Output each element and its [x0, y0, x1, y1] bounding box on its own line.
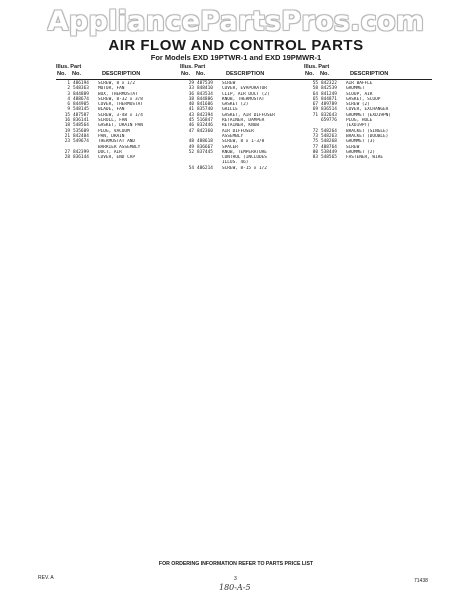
part-number: 659776: [321, 118, 337, 124]
part-number: 548363: [73, 86, 89, 92]
part-number: 538449: [321, 149, 337, 155]
ordering-note: FOR ORDERING INFORMATION REFER TO PARTS PRICE LIST: [158, 561, 314, 567]
part-description: RETAINER, DAMPER: [222, 118, 265, 124]
part-number: 844905: [73, 102, 89, 108]
part-number: 488618: [197, 139, 213, 145]
parts-rows: [304, 81, 432, 160]
part-description: GROMMET (2): [346, 149, 376, 155]
part-number: 487539: [197, 81, 213, 86]
header-illus-part: Illus. Part: [56, 64, 82, 70]
illus-number: 21: [64, 133, 70, 139]
illus-number: 55: [312, 81, 318, 86]
part-number: 548565: [321, 155, 337, 161]
part-description: COVER, END CAP: [98, 155, 136, 161]
illus-number: 47: [188, 128, 194, 134]
illus-number: 46: [188, 123, 194, 129]
part-number: 832446: [197, 123, 213, 129]
part-number: 548268: [321, 139, 337, 145]
illus-number: 16: [64, 118, 70, 124]
header-illus-no: No.: [57, 71, 67, 77]
illus-number: 69: [312, 107, 318, 113]
illus-number: 1: [67, 81, 70, 86]
part-number: 516847: [197, 118, 213, 124]
part-description: ILLUS. 46): [222, 160, 249, 166]
illus-number: 29: [188, 81, 194, 86]
part-description: COVER, EVAPORATOR: [222, 86, 267, 92]
part-description: SCROLL, FAN: [98, 118, 128, 124]
part-description: CONTROL (INCLUDES: [222, 155, 267, 161]
part-number: 548145: [73, 107, 89, 113]
parts-column-1: [56, 64, 180, 160]
part-number: 836144: [73, 155, 89, 161]
part-number: 836514: [321, 107, 337, 113]
part-description: ASSEMBLY: [222, 133, 244, 139]
part-description: SCREW, 3-48 x 1/4: [98, 112, 143, 118]
part-number: 832643: [321, 112, 337, 118]
part-description: COVER, THERMOSTAT: [98, 102, 143, 108]
part-description: SCREW, 8 x 1-3/8: [222, 139, 265, 145]
part-description: GASKET, DRAIN PAN: [98, 123, 143, 129]
part-number: 844886: [197, 96, 213, 102]
part-number: 486214: [197, 165, 213, 171]
part-description: KNOB, THERMOSTAT: [222, 96, 265, 102]
page-subtitle: For Models EXD 19PTWR-1 and EXD 19PMWR-1: [150, 53, 322, 62]
part-description: DUCT, AIR: [98, 149, 122, 155]
illus-number: 2: [67, 86, 70, 92]
part-description: GRILLE: [222, 107, 238, 113]
illus-number: 58: [312, 86, 318, 92]
part-description: COVER, EXCHANGER: [346, 107, 389, 113]
header-illus-part: Illus. Part: [180, 64, 206, 70]
illus-number: 83: [312, 155, 318, 161]
part-description: GASKET (2): [222, 102, 249, 108]
illus-number: 36: [188, 91, 194, 97]
header-illus-no: No.: [305, 71, 315, 77]
illus-number: 28: [64, 155, 70, 161]
part-description: THERMOSTAT AND: [98, 139, 136, 145]
part-description: FASTENER, WIRE: [346, 155, 384, 161]
part-number: 848410: [197, 86, 213, 92]
illus-number: 19: [64, 128, 70, 134]
part-description: SCOOP, AIR: [346, 91, 373, 97]
part-number: 842360: [197, 128, 213, 134]
part-description: PLUG, VACUUM: [98, 128, 130, 134]
part-number: 844871: [321, 96, 337, 102]
part-description: BOX, THERMOSTAT: [98, 91, 138, 97]
illus-number: 67: [312, 102, 318, 108]
part-number: 842322: [321, 81, 337, 86]
header-part-no: No.: [196, 71, 206, 77]
illus-number: 4: [67, 96, 70, 102]
illus-number: 65: [312, 96, 318, 102]
part-description: GROMMET (3): [346, 139, 376, 145]
illus-number: 33: [188, 86, 194, 92]
header-description: DESCRIPTION: [350, 71, 389, 77]
illus-number: 3: [67, 91, 70, 97]
header-part-no: No.: [72, 71, 82, 77]
part-number: 548264: [321, 128, 337, 134]
part-description: (EXD19PT): [346, 123, 370, 129]
part-number: 842539: [321, 86, 337, 92]
part-number: 841606: [197, 102, 213, 108]
illus-number: 45: [188, 118, 194, 124]
part-description: SCREW: [222, 81, 236, 86]
part-description: AIR BAFFLE: [346, 81, 373, 86]
part-description: SCREW (2): [346, 102, 370, 108]
part-description: RETAINER, KNOB: [222, 123, 260, 129]
part-number: 548564: [73, 123, 89, 129]
part-number: 836141: [73, 118, 89, 124]
part-description: AIR DIFFUSER: [222, 128, 254, 134]
part-description: SPACER: [222, 144, 238, 150]
column-header: [180, 64, 304, 79]
part-description: GASKET, AIR DIFFUSER: [222, 112, 275, 118]
header-description: DESCRIPTION: [102, 71, 141, 77]
parts-row: [56, 155, 180, 160]
illus-number: 23: [64, 139, 70, 145]
part-description: BRACKET (SINGLE): [346, 128, 389, 134]
part-number: 836667: [197, 144, 213, 150]
illus-number: 49: [188, 144, 194, 150]
part-description: SCREW, 8-15 x 1/2: [222, 165, 267, 171]
header-rule: [180, 79, 304, 80]
page-number: 3: [234, 576, 237, 582]
part-description: PLUG, HOLE: [346, 118, 373, 124]
part-number: 486194: [73, 81, 89, 86]
illus-number: 6: [67, 102, 70, 108]
part-number: 548263: [321, 133, 337, 139]
part-description: KNOB, TEMPERATURE: [222, 149, 267, 155]
illus-number: 15: [64, 112, 70, 118]
part-description: SCREW, 8 x 1/2: [98, 81, 136, 86]
column-header: [304, 64, 432, 79]
illus-number: 80: [312, 149, 318, 155]
part-description: GROMMET (EXD19PN): [346, 112, 391, 118]
part-description: CLIP, AIR DUCT (2): [222, 91, 270, 97]
header-rule: [56, 79, 180, 80]
part-description: BARRIER ASSEMBLY: [98, 144, 141, 150]
part-description: BRACKET (DOUBLE): [346, 133, 389, 139]
illus-number: 73: [312, 133, 318, 139]
part-number: 835740: [197, 107, 213, 113]
header-rule: [304, 79, 432, 80]
part-number: 488674: [73, 96, 89, 102]
illus-number: 43: [188, 112, 194, 118]
part-description: BLADE, FAN: [98, 107, 125, 113]
header-part-no: No.: [320, 71, 330, 77]
handwritten-note: 180-A-5: [219, 583, 251, 592]
part-description: SCREW: [346, 144, 360, 150]
illus-number: 38: [188, 96, 194, 102]
part-number: 841249: [321, 91, 337, 97]
part-number: 842394: [197, 112, 213, 118]
illus-number: 40: [188, 102, 194, 108]
illus-number: 77: [312, 144, 318, 150]
revision-label: REV. A: [38, 575, 54, 581]
illus-number: 48: [188, 139, 194, 145]
part-description: SCREW, 8-32 x 3/8: [98, 96, 143, 102]
watermark-logo: AppliancePartsPros.com: [47, 6, 425, 37]
parts-rows: [180, 81, 304, 171]
illus-number: 71: [312, 112, 318, 118]
part-description: PAN, DRAIN: [98, 133, 125, 139]
part-description: GASKET, SCOOP: [346, 96, 381, 102]
part-number: 844889: [73, 91, 89, 97]
document-code: 71438: [414, 578, 428, 584]
illus-number: 75: [312, 139, 318, 145]
illus-number: 41: [188, 107, 194, 113]
header-illus-no: No.: [181, 71, 191, 77]
illus-number: 52: [188, 149, 194, 155]
illus-number: 27: [64, 149, 70, 155]
page-title: AIR FLOW AND CONTROL PARTS: [108, 37, 364, 54]
illus-number: 9: [67, 107, 70, 113]
part-number: 842404: [73, 133, 89, 139]
part-number: 487587: [73, 112, 89, 118]
illus-number: 72: [312, 128, 318, 134]
illus-number: 18: [64, 123, 70, 129]
part-description: GROMMET: [346, 86, 365, 92]
parts-column-2: [180, 64, 304, 171]
part-number: 489789: [321, 102, 337, 108]
parts-row: [180, 166, 304, 171]
header-illus-part: Illus. Part: [304, 64, 330, 70]
part-number: 837445: [197, 149, 213, 155]
part-description: MOTOR, FAN: [98, 86, 125, 92]
part-number: 488764: [321, 144, 337, 150]
illus-number: 64: [312, 91, 318, 97]
column-header: [56, 64, 180, 79]
part-number: 843534: [197, 91, 213, 97]
part-number: 549674: [73, 139, 89, 145]
parts-row: [304, 155, 432, 160]
parts-rows: [56, 81, 180, 160]
part-number: 535609: [73, 128, 89, 134]
part-number: 842399: [73, 149, 89, 155]
header-description: DESCRIPTION: [226, 71, 265, 77]
parts-column-3: [304, 64, 432, 160]
illus-number: 54: [188, 165, 194, 171]
